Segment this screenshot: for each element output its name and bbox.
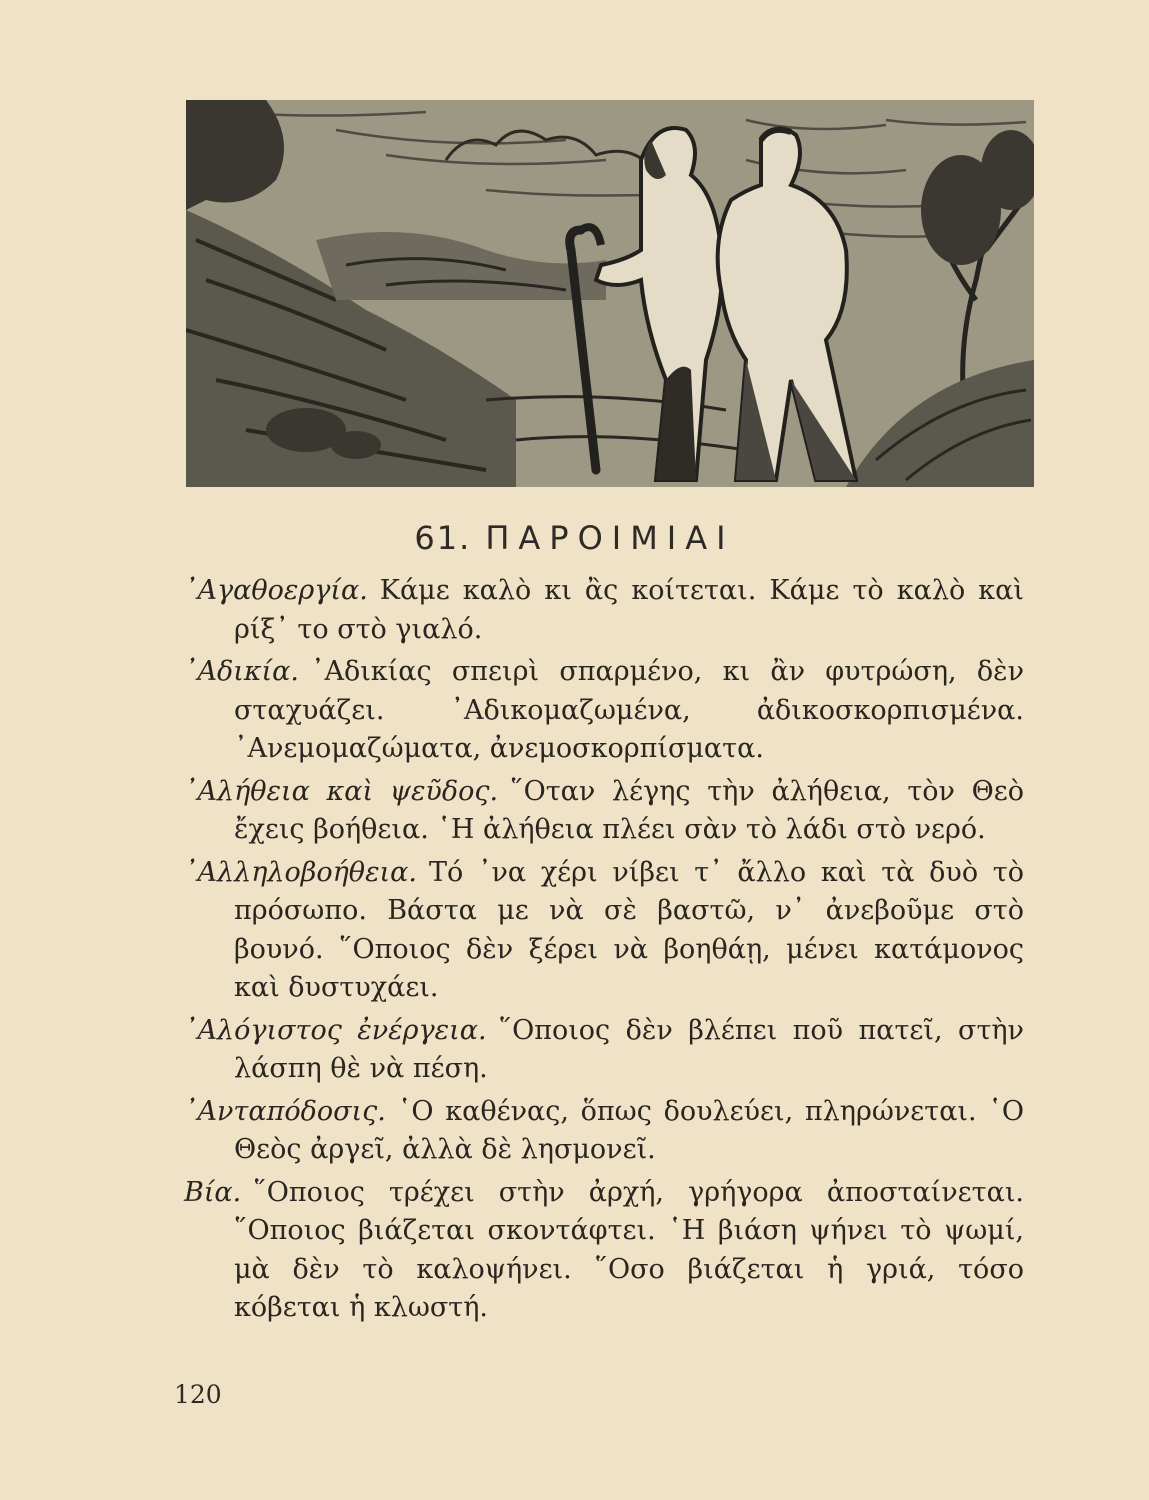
entry-text: ῞Οποιος δὲν βλέπει ποῦ πατεῖ, στὴν λάσπη θὲ νὰ πέση. <box>234 1014 1024 1084</box>
page-number: 120 <box>174 1380 222 1409</box>
entry-term: ᾿Αλήθεια καὶ ψεῦδος. <box>184 775 499 807</box>
entry-text: ῞Οποιος τρέχει στὴν ἀρχή, γρήγορα ἀποσταίνεται. ῞Οποιος βιάζεται σκοντάφτει. ῾Η βιάση ψήνει τὸ ψωμί, μὰ δὲν τὸ καλοψήνει. ῞Οσο βιάζεται ἡ γριά, τόσο κόβεται ἡ κλωστή. <box>234 1176 1024 1323</box>
entry-text: Κάμε καλὸ κι ἂς κοίτεται. Κάμε τὸ καλὸ καὶ ρίξ᾿ το στὸ γιαλό. <box>234 575 1024 645</box>
entry-text: ᾿Αδικίας σπειρὶ σπαρμένο, κι ἂν φυτρώση, δὲν σταχυάζει. ᾿Αδικομαζωμένα, ἀδικοσκορπισμένα. ᾿Ανεμομαζώματα, ἀνεμοσκορπίσματα. <box>234 656 1024 764</box>
proverbs-list <box>184 572 1024 1332</box>
entry-text: ῞Οταν λέγης τὴν ἀλήθεια, τὸν Θεὸ ἔχεις βοήθεια. ῾Η ἀλήθεια πλέει σὰν τὸ λάδι στὸ νερό. <box>234 775 1025 845</box>
entry-term: ᾿Ανταπόδοσις. <box>184 1095 386 1127</box>
proverb-entry <box>184 1093 1024 1170</box>
chapter-title <box>0 519 1149 557</box>
proverb-entry <box>184 1012 1024 1089</box>
entry-term: ᾿Αλόγιστος ἐνέργεια. <box>184 1014 487 1046</box>
entry-term: ᾿Αγαθοεργία. <box>184 575 368 606</box>
proverb-entry <box>184 854 1024 1008</box>
chapter-number: 61. <box>414 519 472 557</box>
chapter-heading: ΠΑΡΟΙΜΙΑΙ <box>485 519 735 557</box>
entry-term: ᾿Αδικία. <box>184 656 299 687</box>
two-old-men-walking-woodcut-illustration <box>186 100 1034 487</box>
entry-term: Βία. <box>184 1176 242 1208</box>
proverb-entry <box>184 653 1024 769</box>
proverb-entry <box>184 1174 1024 1328</box>
proverb-entry <box>184 572 1024 649</box>
entry-term: ᾿Αλληλοβοήθεια. <box>184 856 417 888</box>
entry-text: Τό ᾿να χέρι νίβει τ᾿ ἄλλο καὶ τὰ δυὸ τὸ πρόσωπο. Βάστα με νὰ σὲ βαστῶ, ν᾿ ἀνεβοῦμε στὸ βουνό. ῞Οποιος δὲν ξέρει νὰ βοηθάῃ, μένει κατάμονος καὶ δυστυχάει. <box>234 856 1024 1003</box>
proverb-entry <box>184 773 1024 850</box>
entry-text: ῾Ο καθένας, ὅπως δουλεύει, πληρώνεται. ῾Ο Θεὸς ἀργεῖ, ἀλλὰ δὲ λησμονεῖ. <box>234 1095 1024 1165</box>
